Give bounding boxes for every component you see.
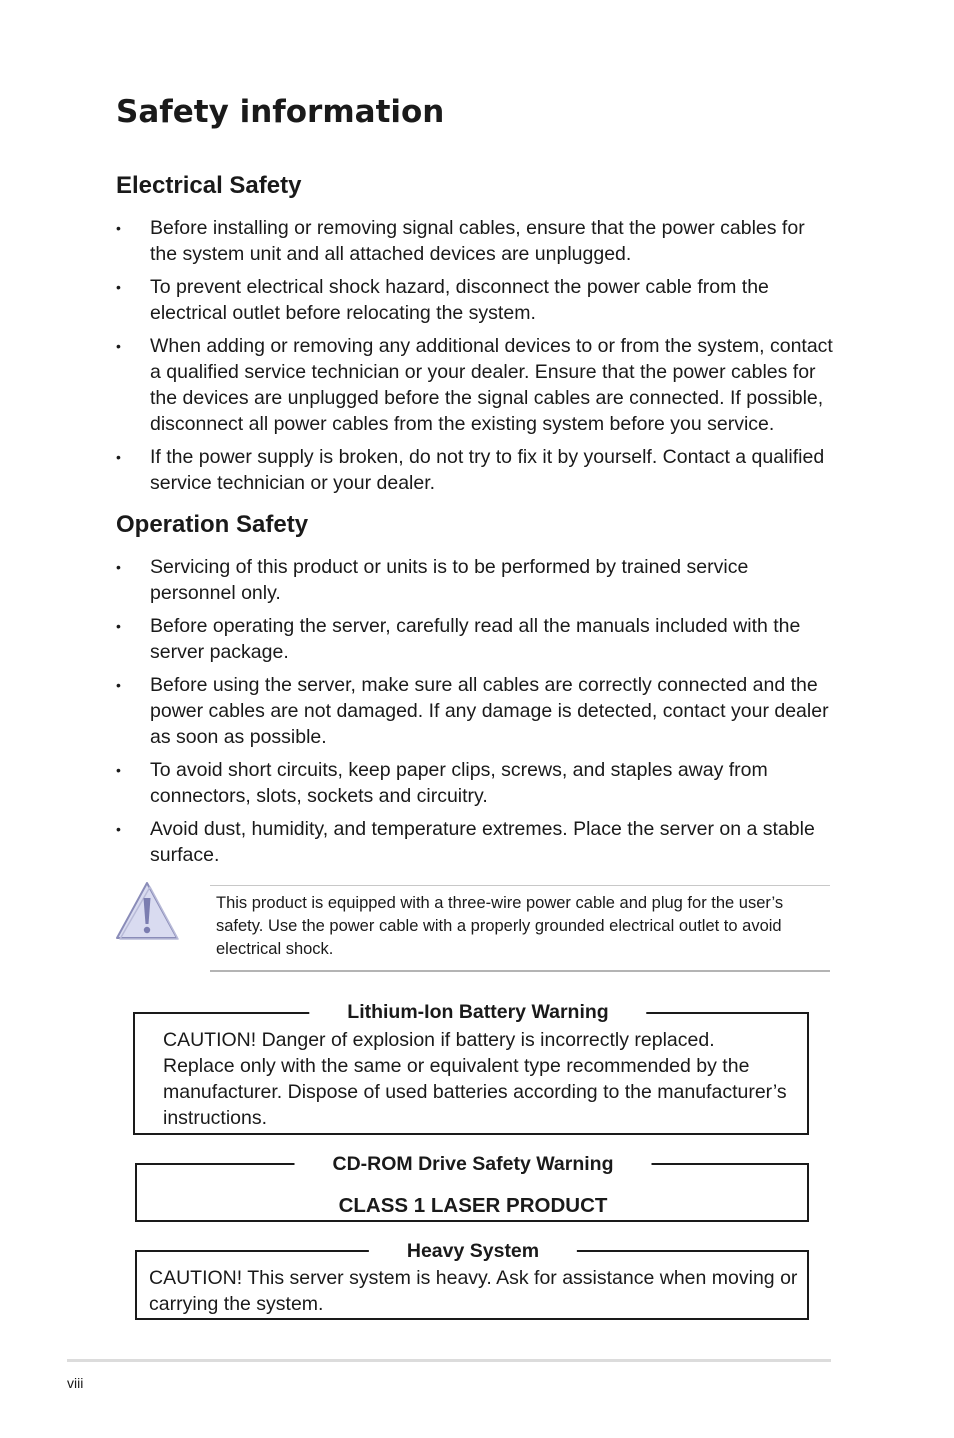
battery-warning-box [133, 1001, 809, 1135]
list-item-text: To avoid short circuits, keep paper clips, screws, and staples away from connectors, slots, sockets and circuitry. [150, 759, 768, 807]
list-item [116, 215, 836, 267]
bullet: • [116, 338, 121, 354]
list-item-text: When adding or removing any additional devices to or from the system, contact a qualified service technician or your dealer. Ensure that the power cables for the devices are unplugged before the signal cables are connected. If possible, disconnect all power cables from the existing system before you service. [150, 335, 833, 435]
page-number: viii [67, 1375, 84, 1391]
electrical-safety-heading: Electrical Safety [116, 172, 302, 199]
list-item [116, 333, 836, 437]
battery-warning-body: CAUTION! Danger of explosion if battery is incorrectly replaced. Replace only with the same or equivalent type recommended by the manufacturer. Dispose of used batteries according to the manufacturer’s instructions. [163, 1029, 787, 1129]
list-item-text: To prevent electrical shock hazard, disconnect the power cable from the electrical outlet before relocating the system. [150, 276, 769, 324]
bullet: • [116, 559, 121, 575]
operation-safety-heading: Operation Safety [116, 511, 309, 538]
list-item [116, 274, 836, 326]
list-item [116, 444, 836, 496]
bullet: • [116, 762, 121, 778]
list-item [116, 757, 836, 809]
cdrom-warning-box [135, 1153, 809, 1222]
electrical-safety-list [116, 215, 836, 503]
battery-warning-title: Lithium-Ion Battery Warning [309, 1000, 646, 1024]
bullet: • [116, 821, 121, 837]
list-item-text: Before using the server, make sure all cables are correctly connected and the power cables are not damaged. If any damage is detected, contact your dealer as soon as possible. [150, 674, 829, 748]
list-item-text: Before installing or removing signal cables, ensure that the power cables for the system unit and all attached devices are unplugged. [150, 217, 805, 265]
bullet: • [116, 677, 121, 693]
operation-safety-list [116, 554, 836, 875]
cdrom-warning-body: CLASS 1 LASER PRODUCT [338, 1194, 608, 1217]
list-item-text: If the power supply is broken, do not try to fix it by yourself. Contact a qualified service technician or your dealer. [150, 446, 825, 494]
note-text: This product is equipped with a three-wire power cable and plug for the user’s safety. Use the power cable with a properly grounded electrical outlet to avoid electrical shock. [216, 894, 784, 958]
list-item [116, 613, 836, 665]
heavy-system-warning-box [135, 1240, 809, 1320]
cdrom-warning-title: CD-ROM Drive Safety Warning [295, 1152, 652, 1176]
page-title: Safety information [116, 94, 445, 130]
list-item-text: Avoid dust, humidity, and temperature extremes. Place the server on a stable surface. [150, 818, 815, 866]
list-item-text: Before operating the server, carefully read all the manuals included with the server package. [150, 615, 801, 663]
bullet: • [116, 220, 121, 236]
heavy-system-warning-body: CAUTION! This server system is heavy. Ask for assistance when moving or carrying the system. [149, 1267, 798, 1315]
footer-rule [67, 1359, 831, 1362]
list-item [116, 816, 836, 868]
list-item [116, 672, 836, 750]
heavy-system-warning-title: Heavy System [369, 1239, 577, 1263]
bullet: • [116, 618, 121, 634]
bullet: • [116, 279, 121, 295]
warning-exclamation-icon [114, 880, 180, 942]
list-item [116, 554, 836, 606]
note-box [210, 885, 830, 972]
list-item-text: Servicing of this product or units is to be performed by trained service personnel only. [150, 556, 749, 604]
bullet: • [116, 449, 121, 465]
